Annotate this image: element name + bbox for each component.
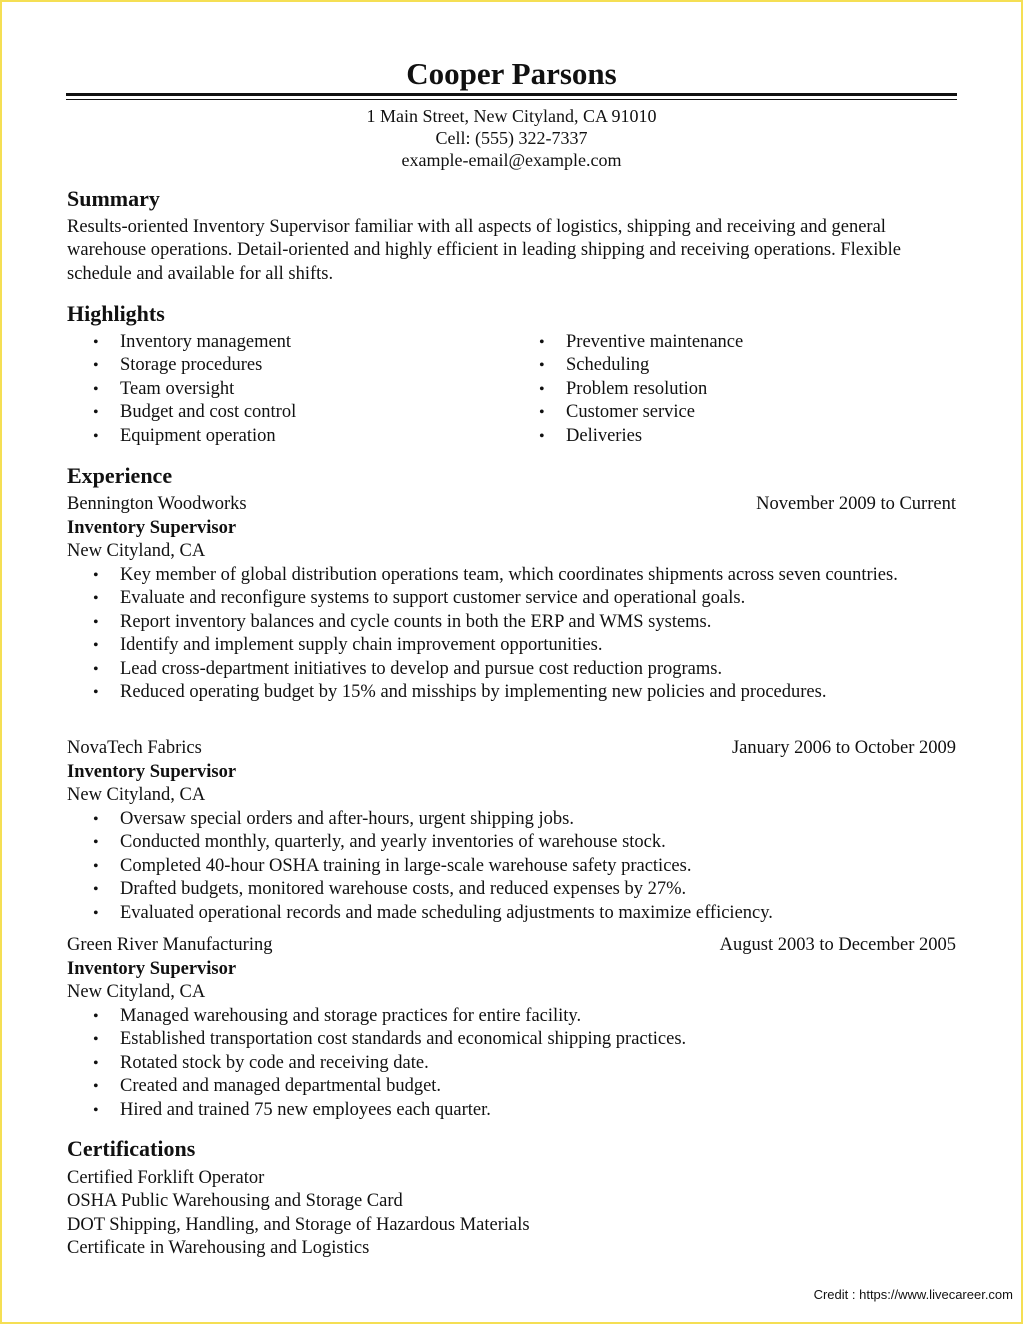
bullet-icon: •: [93, 1054, 99, 1072]
job-location: New Cityland, CA: [67, 982, 206, 1002]
job-bullets: [93, 564, 900, 704]
bullet-icon: •: [93, 590, 99, 608]
bullet-icon: •: [93, 1101, 99, 1119]
bullet-icon: •: [93, 404, 99, 422]
list-item: • Oversaw special orders and after-hours, urgent shipping jobs.: [120, 808, 773, 831]
bullet-icon: •: [93, 427, 99, 445]
image-credit: Credit : https://www.livecareer.com: [808, 1283, 1019, 1307]
certification-item: Certificate in Warehousing and Logistics: [67, 1238, 370, 1258]
list-item: • Conducted monthly, quarterly, and yearly inventories of warehouse stock.: [120, 831, 773, 854]
list-item: • Storage procedures: [120, 354, 296, 377]
bullet-icon: •: [93, 904, 99, 922]
job-location: New Cityland, CA: [67, 785, 206, 805]
bullet-icon: •: [93, 811, 99, 828]
highlights-left-list: [93, 331, 297, 448]
list-item: • Lead cross-department initiatives to develop and pursue cost reduction programs.: [120, 658, 900, 681]
list-item: • Equipment operation: [120, 425, 296, 448]
job-title: Inventory Supervisor: [67, 959, 237, 979]
candidate-name: Cooper Parsons: [406, 56, 617, 91]
certifications-heading: Certifications: [67, 1136, 196, 1161]
list-item: • Completed 40-hour OSHA training in large-scale warehouse safety practices.: [120, 855, 773, 878]
list-item: • Rotated stock by code and receiving date.: [120, 1052, 686, 1075]
job-company: Green River Manufacturing: [67, 935, 273, 955]
bullet-icon: •: [93, 881, 99, 899]
list-item: • Budget and cost control: [120, 401, 296, 424]
list-item: • Key member of global distribution operations team, which coordinates shipments across seven countries.: [120, 564, 900, 587]
job-dates: January 2006 to October 2009: [731, 738, 956, 758]
certification-item: OSHA Public Warehousing and Storage Card: [67, 1191, 403, 1211]
list-item: • Identify and implement supply chain improvement opportunities.: [120, 634, 900, 657]
list-item: • Managed warehousing and storage practices for entire facility.: [120, 1005, 686, 1028]
list-item: • Scheduling: [566, 354, 743, 377]
list-item: • Preventive maintenance: [566, 331, 743, 354]
summary-heading: Summary: [67, 186, 160, 211]
list-item: • Deliveries: [566, 425, 743, 448]
header-rule-thick: [66, 93, 957, 96]
bullet-icon: •: [93, 567, 99, 584]
job-title: Inventory Supervisor: [67, 762, 237, 782]
highlights-right-list: [539, 331, 744, 448]
list-item: • Report inventory balances and cycle counts in both the ERP and WMS systems.: [120, 611, 900, 634]
job-title: Inventory Supervisor: [67, 518, 237, 538]
list-item: • Created and managed departmental budget.: [120, 1075, 686, 1098]
bullet-icon: •: [93, 613, 99, 631]
experience-heading: Experience: [67, 463, 173, 488]
certification-item: Certified Forklift Operator: [67, 1168, 265, 1188]
list-item: • Problem resolution: [566, 378, 743, 401]
bullet-icon: •: [93, 357, 99, 375]
bullet-icon: •: [539, 404, 545, 422]
bullet-icon: •: [93, 1031, 99, 1049]
job-bullets: [93, 1005, 687, 1122]
job-bullets: [93, 808, 773, 925]
bullet-icon: •: [539, 357, 545, 375]
list-item: • Inventory management: [120, 331, 296, 354]
job-dates: August 2003 to December 2005: [719, 935, 956, 955]
list-item: • Drafted budgets, monitored warehouse costs, and reduced expenses by 27%.: [120, 878, 773, 901]
list-item: • Established transportation cost standards and economical shipping practices.: [120, 1028, 686, 1051]
summary-text: Results-oriented Inventory Supervisor familiar with all aspects of logistics, shipping and receiving and general warehouse operations. Detail-oriented and highly efficient in leading shipping and receiving operations. Flexible schedule and available for all shifts.: [67, 217, 901, 284]
contact-email: example-email@example.com: [401, 150, 622, 170]
job-company: Bennington Woodworks: [67, 494, 247, 514]
job-location: New Cityland, CA: [67, 541, 206, 561]
bullet-icon: •: [93, 660, 99, 678]
bullet-icon: •: [93, 1008, 99, 1025]
contact-cell: Cell: (555) 322-7337: [435, 128, 588, 148]
bullet-icon: •: [93, 380, 99, 398]
bullet-icon: •: [539, 334, 545, 351]
bullet-icon: •: [93, 1078, 99, 1096]
bullet-icon: •: [93, 834, 99, 852]
list-item: • Hired and trained 75 new employees each quarter.: [120, 1099, 686, 1122]
list-item: • Evaluated operational records and made scheduling adjustments to maximize efficiency.: [120, 902, 773, 925]
job-dates: November 2009 to Current: [756, 494, 956, 514]
list-item: • Evaluate and reconfigure systems to support customer service and operational goals.: [120, 587, 900, 610]
bullet-icon: •: [539, 427, 545, 445]
bullet-icon: •: [93, 857, 99, 875]
list-item: • Reduced operating budget by 15% and misships by implementing new policies and procedures.: [120, 681, 900, 704]
bullet-icon: •: [93, 684, 99, 702]
bullet-icon: •: [93, 334, 99, 351]
bullet-icon: •: [539, 380, 545, 398]
list-item: • Team oversight: [120, 378, 296, 401]
list-item: • Customer service: [566, 401, 743, 424]
certification-item: DOT Shipping, Handling, and Storage of Hazardous Materials: [67, 1215, 530, 1235]
bullet-icon: •: [93, 637, 99, 655]
highlights-heading: Highlights: [67, 301, 165, 326]
header-rule-thin: [66, 99, 957, 100]
job-company: NovaTech Fabrics: [67, 738, 202, 758]
contact-address: 1 Main Street, New Cityland, CA 91010: [366, 106, 657, 126]
